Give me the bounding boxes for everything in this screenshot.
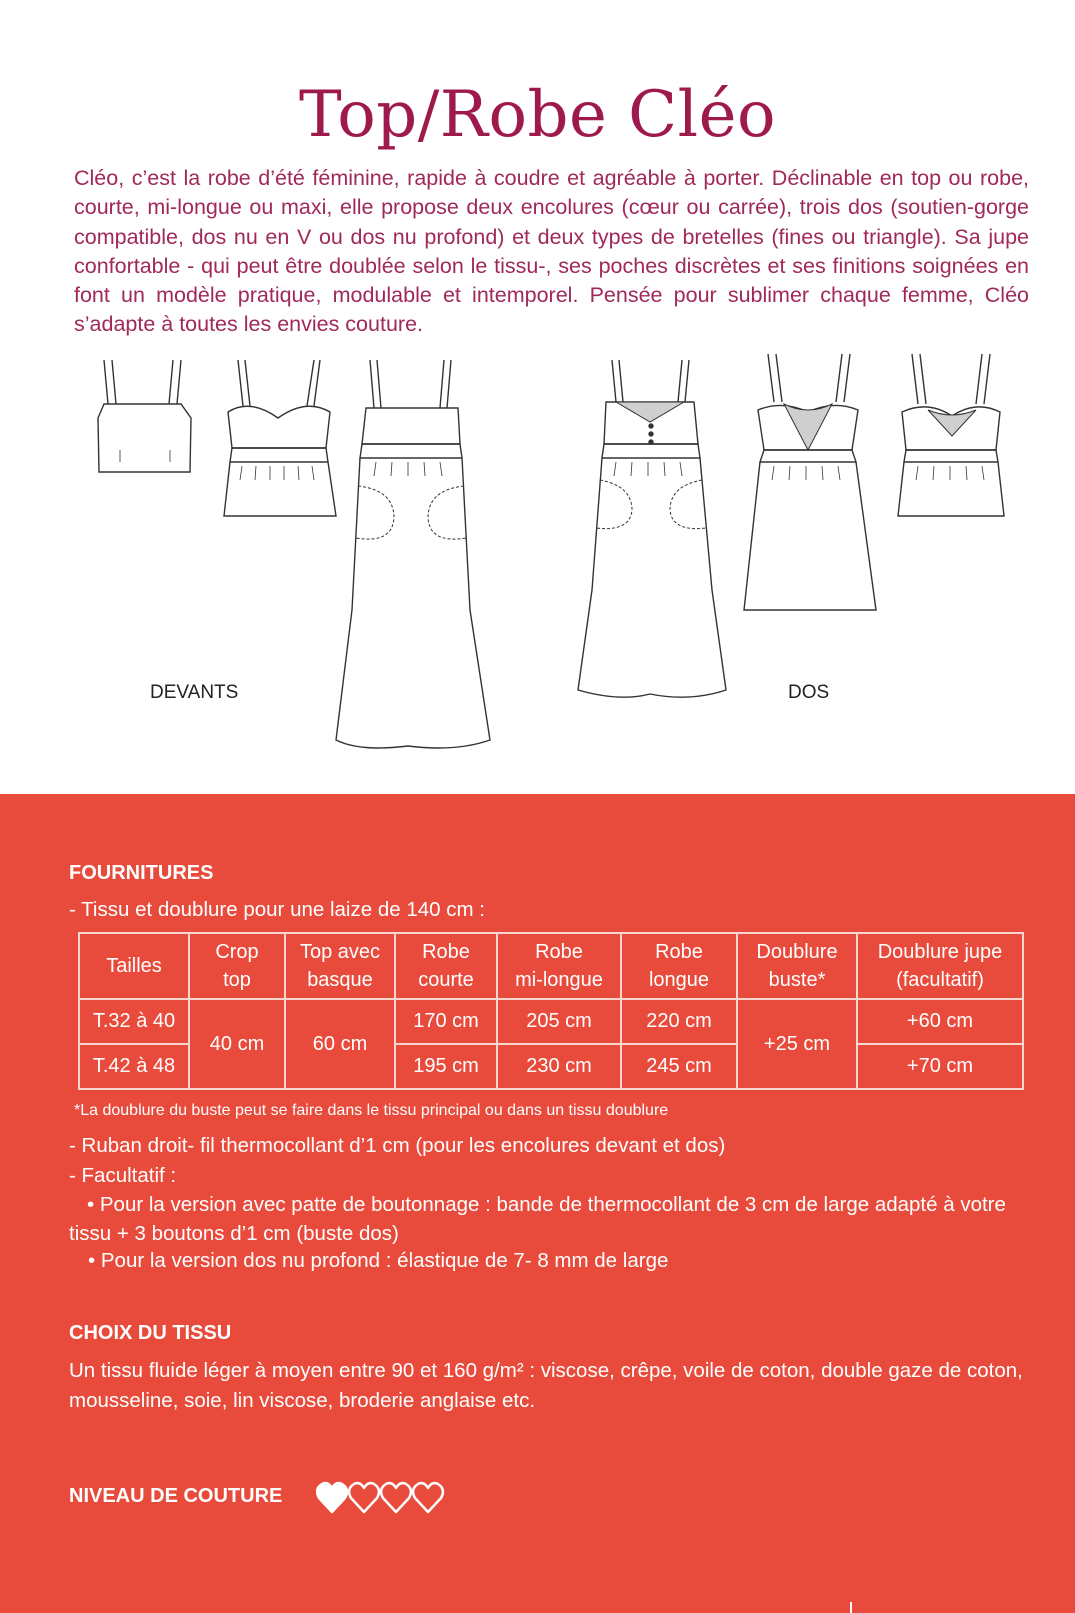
difficulty-hearts [316, 1480, 446, 1516]
tissu-heading: CHOIX DU TISSU [69, 1322, 232, 1344]
heart-outline-icon [381, 1483, 411, 1512]
back-views-label: DOS [788, 682, 830, 703]
fabric-line: - Tissu et doublure pour une laize de 140 cm : [69, 898, 485, 921]
header-robe-longue: Robe longue [621, 933, 737, 999]
header-crop-top: Crop top [189, 933, 285, 999]
row1-robe-mi-longue: 205 cm [497, 999, 621, 1044]
row1-robe-courte: 170 cm [395, 999, 497, 1044]
table-footnote: *La doublure du buste peut se faire dans le tissu principal ou dans un tissu doublure [74, 1102, 669, 1119]
heart-outline-icon [349, 1483, 379, 1512]
row2-doublure-jupe: +70 cm [857, 1044, 1023, 1089]
page-title: Top/Robe Cléo [298, 78, 777, 152]
row1-doublure-jupe: +60 cm [857, 999, 1023, 1044]
robe-longue-front-drawing [336, 360, 490, 748]
niveau-heading: NIVEAU DE COUTURE [69, 1485, 283, 1507]
top-basque-front-drawing [224, 360, 336, 516]
table-row [79, 999, 1023, 1044]
robe-dos-boutons-drawing [578, 360, 726, 697]
header-top-basque: Top avec basque [285, 933, 395, 999]
header-tailles: Tailles [79, 933, 189, 999]
robe-dos-nu-v-drawing [744, 354, 876, 610]
facultatif-bullet-2: • Pour la version dos nu profond : élastique de 7- 8 mm de large [88, 1249, 669, 1272]
header-doublure-jupe: Doublure jupe (facultatif) [857, 933, 1023, 999]
fournitures-heading: FOURNITURES [69, 862, 214, 884]
header-robe-mi-longue: Robe mi-longue [497, 933, 621, 999]
table-header-row [79, 933, 1023, 999]
tissu-text: Un tissu fluide léger à moyen entre 90 et 160 g/m² : viscose, crêpe, voile de coton, double gaze de coton, mousseline, soie, lin viscose, broderie anglaise etc. [69, 1359, 1023, 1412]
top-dos-nu-drawing [898, 354, 1004, 516]
intro-paragraph: Cléo, c’est la robe d’été féminine, rapide à coudre et agréable à porter. Déclinable en top ou robe, courte, mi-longue ou maxi, elle propose deux encolures (cœur ou carrée), trois dos (soutien-gorge compatible, dos nu en V ou dos nu profond) et deux types de bretelles (fines ou triangle). Sa jupe confortable - qui peut être doublée selon le tissu-, ses poches discrètes et ses finitions soignées en font un modèle pratique, modulable et intemporel. Pensée pour sublimer chaque femme, Cléo s’adapte à toutes les envies couture. [74, 166, 1029, 337]
heart-outline-icon [413, 1483, 443, 1512]
front-views-label: DEVANTS [150, 682, 239, 703]
ruban-line: - Ruban droit- fil thermocollant d’1 cm (pour les encolures devant et dos) [69, 1134, 726, 1157]
info-panel [0, 794, 1075, 1613]
row2-robe-courte: 195 cm [395, 1044, 497, 1089]
top-basque-value: 60 cm [285, 999, 395, 1089]
heart-filled-icon [317, 1483, 347, 1512]
facultatif-bullet-1: • Pour la version avec patte de boutonnage : bande de thermocollant de 3 cm de large adapté à votre tissu + 3 boutons d’1 cm (buste dos) [69, 1193, 1006, 1245]
garment-illustrations [0, 350, 1075, 780]
doublure-buste-value: +25 cm [737, 999, 857, 1089]
facultatif-line: - Facultatif : [69, 1164, 177, 1187]
crop-top-front-drawing [98, 360, 191, 472]
header-robe-courte: Robe courte [395, 933, 497, 999]
row2-size: T.42 à 48 [79, 1044, 189, 1089]
row1-robe-longue: 220 cm [621, 999, 737, 1044]
row2-robe-mi-longue: 230 cm [497, 1044, 621, 1089]
crop-top-value: 40 cm [189, 999, 285, 1089]
footer-divider [850, 1602, 852, 1613]
row2-robe-longue: 245 cm [621, 1044, 737, 1089]
fabric-table [78, 932, 1024, 1090]
row1-size: T.32 à 40 [79, 999, 189, 1044]
header-doublure-buste: Doublure buste* [737, 933, 857, 999]
